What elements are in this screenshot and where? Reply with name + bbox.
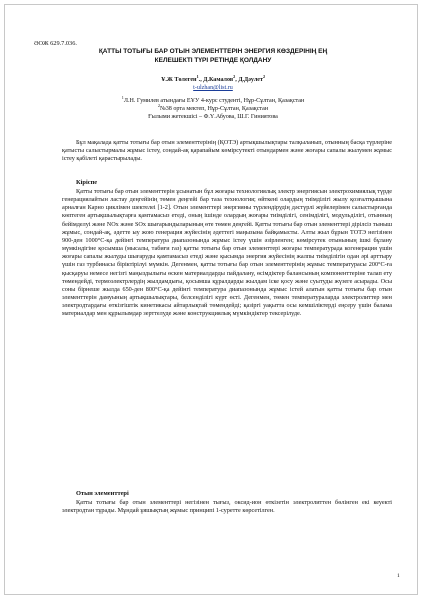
- author-3-sup: 2: [262, 73, 266, 79]
- paper-title-line-2: КЕЛЕШЕКТІ ТҮРІ РЕТІНДЕ ҚОЛДАНУ: [154, 56, 272, 64]
- page-number: 1: [397, 573, 400, 579]
- introduction-body: [62, 188, 392, 319]
- author-2-sup: 2: [233, 73, 236, 79]
- abstract: [62, 139, 392, 163]
- author-separator: ,: [235, 77, 239, 83]
- affiliation-1: [28, 94, 398, 105]
- udk-code: ӘОЖ 629.7.036.: [34, 40, 77, 47]
- affiliation-1-text: Л.Н. Гумилев атындағы ЕҰУ 4-курс студенті, Нұр-Сұлтан, Қазақстан: [123, 98, 305, 104]
- paper-title: [28, 48, 398, 65]
- supervisors: Ғылыми жетекшісі – Ф.Ү.Абуова, Ш.Г. Гиниятова: [148, 114, 278, 120]
- author-3: Д.Дәулет: [238, 77, 263, 83]
- author-2: Д.Камалов: [203, 77, 234, 83]
- authors-line: [28, 73, 398, 84]
- section-heading-fuel-cells: Отын элементтері: [76, 490, 129, 497]
- abstract-paragraph: Бұл мақалада қатты тотығы бар отын элементтерінің (ҚОТЭ) артықшылықтары талқыланып, отынның басқа түрлеріне қатысты салыстырмалы жұмыс істеу, сондай-ақ қарапайым көмірсутекті отындармен және жоғары сапалы жылумен жұмыс істеу қабілеті қарастырылады.: [62, 139, 392, 163]
- section-heading-introduction: Кіріспе: [76, 179, 98, 186]
- fuel-cells-paragraph: Қатты тотығы бар отын элементтері негізінен тығыз, оксид-ион өткізетін электролиттен бөлінген екі кеуекті электродтан тұрады. Мұндай ұяшықтың жұмыс принципі 1-суретте көрсетілген.: [62, 499, 392, 515]
- fuel-cells-body: [62, 499, 392, 515]
- affiliation-2-sup: 2: [157, 102, 160, 108]
- affiliation-2-text: №38 орта мектеп, Нұр-Сұлтан, Қазақстан: [159, 106, 269, 112]
- affiliation-1-sup: 1: [121, 94, 124, 100]
- author-1: Ұ.Ж Төлеген: [160, 77, 197, 83]
- affiliation-2: [28, 102, 398, 113]
- paper-title-line-1: ҚАТТЫ ТОТЫҒЫ БАР ОТЫН ЭЛЕМЕНТТЕРІН ЭНЕРГИЯ КӨЗДЕРІНІҢ ЕҢ: [98, 48, 328, 55]
- author-email-link[interactable]: t-ulzhan@list.ru: [193, 85, 233, 91]
- author-separator: .,: [198, 77, 204, 83]
- introduction-paragraph: Қатты тотығы бар отын элементтерін ұсынатын бұл жоғары технологиялық электр энергиясын электрохимиялық түрде генерациялайтын ластау деңгейінің төмен деңгейі бар таза технология; өйткені олардың тиімділігі жылу қозғалтқышына арналған Карно циклімен шектелеі [1-2]. Отын элементтері энергияны түрлендірудің дәстүрлі жүйелерімен салыстырғанда көптеген артықшылықтарға қамтамасыз етеді, оның ішінде олардың жоғары тиімділігі, сенімділігі, модульділігі, отынның бейімделуі және NOx және SOx шығарындыларының өте төмен деңгейі. Қатты тотығы бар отын элементтері дірілсіз тыныш жұмыс, сондай-ақ, әдетте ыу жою генерация жүйесінің әдеттегі маңызына байқамысты. Алты жыл бұрын ТОТЭ негізінен 900-ден 1000°C-қа дейінгі температура диапазонында жұмыс істеу үшін әзірленген; көмірсутек отынының ішкі бұлану мүмкіндігіне қосымша (мысалы, табиғи газ) қатты тотығы бар отын элементтері жоғары температурада когенерация үшін жоғары сапалы жылуды шығаруды қамтамасыз етеді және қысымда энергия жүйесінің жалпы тиімділігін одан әрі арттыру үшін газ турбинасы біріктірілуі мүмкін. Дегенмен, қатты тотығы бар отын элементтерінің жұмыс температурасы 200°C-ға қысқаруы немесе негізгі маңыздылығы өскен материалдарды пайдалану, өсімдіктер балансының компоненттеріне талап ету төмендейді, термоэлектрлердің жылдамдығы, қосымша құралдарды жылдам іске қосу және суытуды жүзеге асырады. Осы соны бірнеше жылда 650-ден 800°C-қа дейінгі температура диапазонында жұмыс істей алатын қатты тотығы бар отын элементтерін дамуының артықшылықтары, белсенділігі күрт өсті. Дегенмен, төмен температураларда электролиттер мен электродтардағы өткізгіштік кинетикасы айтарлықтай төмендейді; қазіргі уақытта осы кемшіліктерді еңсеру үшін балама материалдар мен құрылымдар зерттелуде және конструкциялық мүмкіндіктер тексерілуде.: [62, 188, 392, 318]
- author-1-sup: 1: [196, 73, 199, 79]
